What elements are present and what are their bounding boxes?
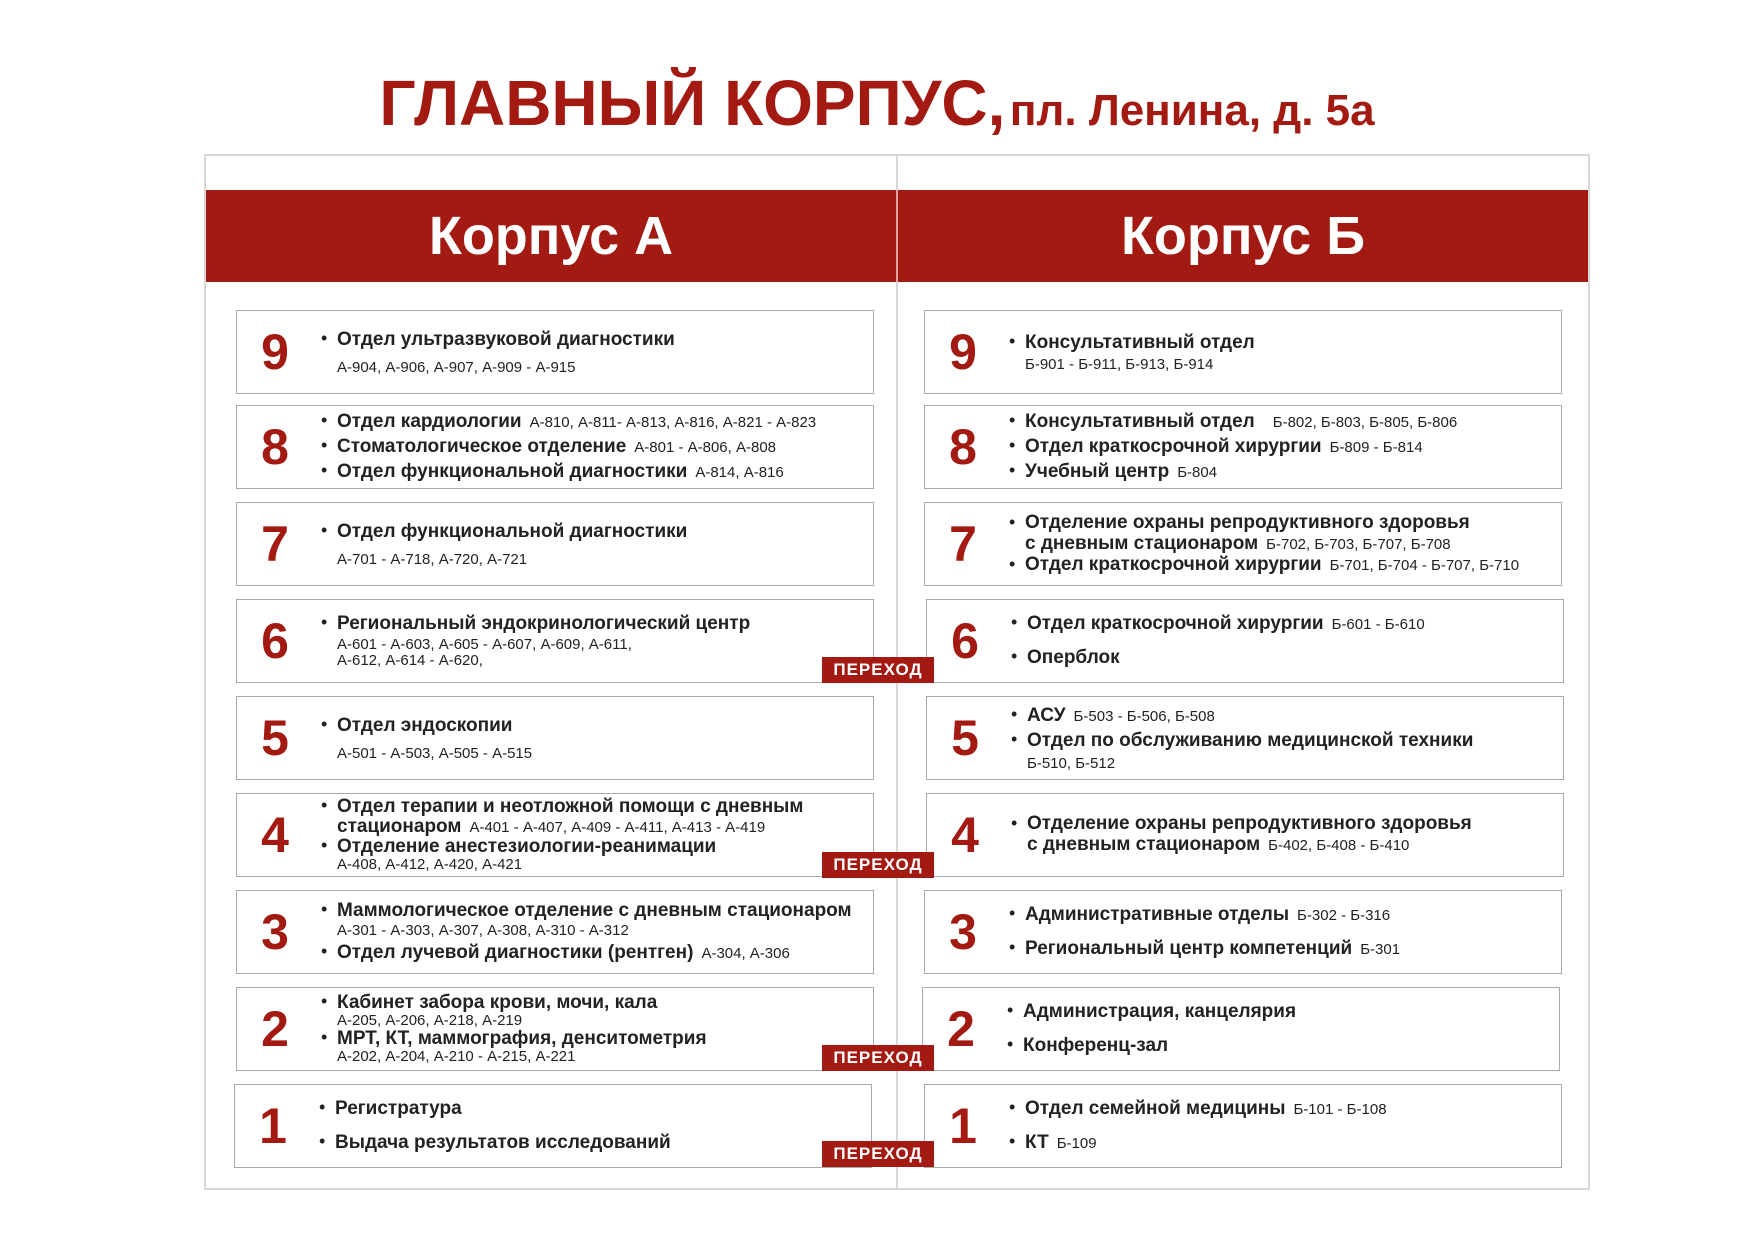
floor-number: 6 [951, 613, 979, 669]
department-name: Региональный центр компетенций [1025, 938, 1353, 960]
list-item [323, 329, 869, 376]
department-name: Отдел краткосрочной хирургии [1025, 436, 1322, 457]
list-item [323, 461, 869, 483]
floor-number: 8 [949, 419, 977, 475]
list-item [1011, 332, 1557, 373]
department-name: Отделение охраны репродуктивного здоровья [1027, 813, 1472, 834]
room-list: Б-302 - Б-316 [1297, 906, 1391, 924]
room-list: А-408, А-412, А-420, А-421 [337, 856, 523, 873]
room-list: А-301 - А-303, А-307, А-308, А-310 - А-312 [337, 922, 629, 939]
department-name: Отдел лучевой диагностики (рентген) [337, 942, 694, 963]
department-name: Администрация, канцелярия [1023, 1000, 1297, 1022]
department-name: Отдел кардиологии [337, 411, 522, 432]
department-name: Отделение охраны репродуктивного здоровья [1025, 511, 1470, 533]
list-item [1009, 1001, 1555, 1023]
department-name: АСУ [1027, 704, 1066, 726]
department-name: Отдел эндоскопии [337, 714, 513, 736]
list-item [1011, 938, 1557, 960]
floor-number: 4 [261, 807, 289, 863]
floor-number: 9 [261, 324, 289, 380]
room-list: Б-301 [1360, 941, 1401, 959]
list-item [1013, 730, 1559, 772]
floor-card-b-9 [924, 310, 1562, 394]
department-name: Отдел семейной медицины [1025, 1097, 1286, 1119]
department-name: Конференц-зал [1023, 1035, 1169, 1057]
room-list: Б-503 - Б-506, Б-508 [1073, 707, 1215, 725]
title-address: пл. Ленина, д. 5а [1009, 86, 1375, 135]
department-name: Маммологическое отделение с дневным стационаром [337, 900, 852, 921]
floor-card-a-9 [236, 310, 874, 394]
department-name: МРТ, КТ, маммография, денситометрия [337, 1028, 707, 1049]
floor-card-a-6 [236, 599, 874, 683]
department-name: Выдача результатов исследований [335, 1132, 671, 1154]
list-item [1013, 647, 1559, 669]
list-item [323, 900, 869, 940]
department-name-continued: с дневным стационаром [1025, 532, 1259, 554]
department-name: Региональный эндокринологический центр [337, 613, 751, 634]
list-item [321, 1132, 867, 1154]
list-item [1011, 904, 1557, 926]
list-item [1011, 411, 1557, 433]
floor-number: 7 [261, 516, 289, 572]
room-list: А-814, А-816 [695, 464, 784, 481]
department-name: Отдел ультразвуковой диагностики [337, 328, 675, 350]
list-item [323, 715, 869, 762]
list-item [1011, 1098, 1557, 1120]
room-list: Б-702, Б-703, Б-707, Б-708 [1266, 535, 1451, 553]
building-b-title: Корпус Б [1120, 206, 1366, 266]
room-list: Б-101 - Б-108 [1293, 1100, 1387, 1118]
department-name: Учебный центр [1025, 461, 1170, 482]
room-list: Б-901 - Б-911, Б-913, Б-914 [1025, 355, 1214, 373]
department-name: Отдел функциональной диагностики [337, 520, 688, 542]
department-name: Отдел краткосрочной хирургии [1027, 612, 1324, 634]
floor-card-b-1 [924, 1084, 1562, 1168]
floor-number: 7 [949, 516, 977, 572]
floor-number: 5 [951, 710, 979, 766]
floor-card-a-7 [236, 502, 874, 586]
room-list: Б-809 - Б-814 [1329, 439, 1423, 456]
room-list: Б-402, Б-408 - Б-410 [1268, 837, 1410, 854]
room-list: Б-109 [1056, 1135, 1097, 1153]
floor-card-b-4 [926, 793, 1564, 877]
floor-card-b-8 [924, 405, 1562, 489]
room-list: А-801 - А-806, А-808 [634, 439, 777, 456]
department-name: КТ [1025, 1132, 1049, 1154]
room-list: Б-701, Б-704 - Б-707, Б-710 [1329, 556, 1520, 574]
department-name: Отдел функциональной диагностики [337, 461, 688, 482]
page-title [0, 66, 1754, 140]
room-list: Б-804 [1177, 464, 1218, 481]
list-item [323, 436, 869, 458]
department-name: Регистратура [335, 1097, 462, 1119]
department-name: Отдел по обслуживанию медицинской техники [1027, 729, 1474, 751]
department-name: Оперблок [1027, 647, 1120, 669]
room-list: А-401 - А-407, А-409 - А-411, А-413 - А-419 [469, 819, 766, 836]
transfer-label-floor-6: ПЕРЕХОД [822, 657, 934, 683]
transfer-label-floor-2: ПЕРЕХОД [822, 1045, 934, 1071]
list-item [1011, 461, 1557, 483]
floor-number: 1 [949, 1098, 977, 1154]
room-list: А-810, А-811- А-813, А-816, А-821 - А-823 [529, 414, 817, 431]
room-list: А-304, А-306 [701, 945, 790, 962]
floor-number: 3 [949, 904, 977, 960]
floor-card-a-8 [236, 405, 874, 489]
list-item [1011, 555, 1557, 576]
department-name-continued: с дневным стационаром [1027, 834, 1261, 855]
list-item [1009, 1035, 1555, 1057]
list-item [323, 942, 869, 964]
list-item [1013, 705, 1559, 727]
room-list: А-904, А-906, А-907, А-909 - А-915 [337, 358, 576, 376]
room-list: А-501 - А-503, А-505 - А-515 [337, 744, 533, 762]
floor-card-a-4 [236, 793, 874, 877]
floor-number: 8 [261, 419, 289, 475]
list-item [323, 837, 869, 873]
room-list: Б-510, Б-512 [1027, 754, 1116, 772]
building-a-title: Корпус А [428, 206, 674, 266]
floor-card-a-2 [236, 987, 874, 1071]
list-item [1011, 513, 1557, 555]
department-name: Отдел краткосрочной хирургии [1025, 553, 1322, 575]
floor-card-b-6 [926, 599, 1564, 683]
list-item [323, 797, 869, 837]
floor-number: 4 [951, 807, 979, 863]
room-list: Б-802, Б-803, Б-805, Б-806 [1272, 414, 1458, 431]
floor-card-a-5 [236, 696, 874, 780]
transfer-label-floor-1: ПЕРЕХОД [822, 1141, 934, 1167]
floor-card-a-1 [234, 1084, 872, 1168]
department-name: Консультативный отдел [1025, 331, 1255, 353]
list-item [1011, 1132, 1557, 1154]
floor-card-a-3 [236, 890, 874, 974]
list-item [1011, 436, 1557, 458]
floor-number: 2 [261, 1001, 289, 1057]
list-item [1013, 613, 1559, 635]
room-list: А-202, А-204, А-210 - А-215, А-221 [337, 1048, 576, 1065]
list-item [323, 521, 869, 568]
list-item [323, 1029, 869, 1065]
department-name: Консультативный отдел [1025, 411, 1255, 432]
floor-number: 5 [261, 710, 289, 766]
room-list-continued: А-612, А-614 - А-620, [337, 652, 483, 669]
floor-number: 6 [261, 613, 289, 669]
room-list: А-701 - А-718, А-720, А-721 [337, 550, 528, 568]
floor-card-b-7 [924, 502, 1562, 586]
floor-card-b-2 [922, 987, 1560, 1071]
floor-number: 1 [259, 1098, 287, 1154]
room-list: Б-601 - Б-610 [1331, 615, 1425, 633]
list-item [321, 1098, 867, 1120]
department-name: Административные отделы [1025, 903, 1290, 925]
header-divider [896, 190, 898, 282]
floor-card-b-3 [924, 890, 1562, 974]
room-list: А-601 - А-603, А-605 - А-607, А-609, А-611, [337, 636, 632, 653]
list-item [323, 993, 869, 1029]
list-item [323, 613, 869, 669]
floor-number: 9 [949, 324, 977, 380]
department-name: Отделение анестезиологии-реанимации [337, 836, 717, 857]
transfer-label-floor-4: ПЕРЕХОД [822, 852, 934, 878]
floor-number: 2 [947, 1001, 975, 1057]
department-name: Отдел терапии и неотложной помощи с дневным [337, 796, 804, 817]
department-name: Кабинет забора крови, мочи, кала [337, 992, 658, 1013]
list-item [1013, 814, 1559, 856]
room-list: А-205, А-206, А-218, А-219 [337, 1012, 523, 1029]
department-name: Стоматологическое отделение [337, 436, 627, 457]
title-main: ГЛАВНЫЙ КОРПУС, [379, 67, 1006, 139]
list-item [323, 411, 869, 433]
floor-number: 3 [261, 904, 289, 960]
department-name-continued: стационаром [337, 816, 462, 837]
floor-card-b-5 [926, 696, 1564, 780]
